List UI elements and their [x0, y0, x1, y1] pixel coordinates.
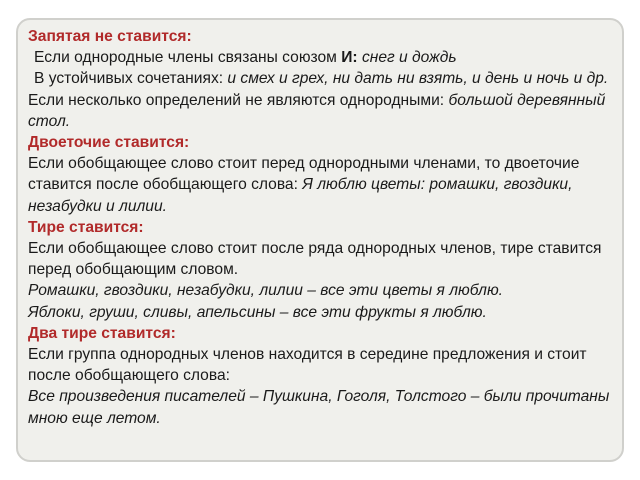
rule-text: Если несколько определений не являются однородными:	[28, 91, 449, 109]
example-line: Яблоки, груши, сливы, апельсины – все эти фрукты я люблю.	[28, 303, 487, 321]
example-line: Все произведения писателей – Пушкина, Гоголя, Толстого – были прочитаны мною еще летом.	[28, 388, 610, 427]
rule-colon	[28, 153, 610, 217]
rule-text: Если обобщающее слово стоит перед однородными членами, то двоеточие ставится после обобщающего слова:	[28, 155, 580, 194]
rule-two-dashes	[28, 344, 610, 386]
example-text: Я люблю цветы: ромашки, гвоздики, незабудки и лилии.	[28, 176, 573, 215]
section-heading-no-comma: Запятая не ставится:	[28, 28, 192, 45]
example-text: большой деревянный стол.	[28, 91, 606, 130]
section-heading-two-dashes: Два тире ставится:	[28, 324, 176, 342]
example-text: и смех и грех, ни дать ни взять, и день и ночь и др.	[227, 70, 609, 88]
rule-set-phrases	[28, 68, 610, 89]
rule-non-homogeneous	[28, 90, 610, 132]
section-heading-colon: Двоеточие ставится:	[28, 134, 190, 152]
rules-card	[16, 18, 624, 462]
rule-dash	[28, 238, 610, 280]
rule-conjunction-i	[28, 47, 610, 68]
section-heading-dash: Тире ставится:	[28, 218, 144, 236]
example-line: Ромашки, гвоздики, незабудки, лилии – все эти цветы я люблю.	[28, 282, 503, 300]
rule-text: Если группа однородных членов находится в середине предложения и стоит после обобщающего слова:	[28, 346, 587, 385]
rule-text: Если обобщающее слово стоит после ряда однородных членов, тире ставится перед обобщающим словом.	[28, 240, 602, 279]
conjunction-label: И:	[341, 49, 358, 67]
rule-text: В устойчивых сочетаниях:	[34, 70, 228, 88]
example-text: снег и дождь	[357, 49, 457, 67]
rule-text: Если однородные члены связаны союзом	[34, 49, 342, 67]
